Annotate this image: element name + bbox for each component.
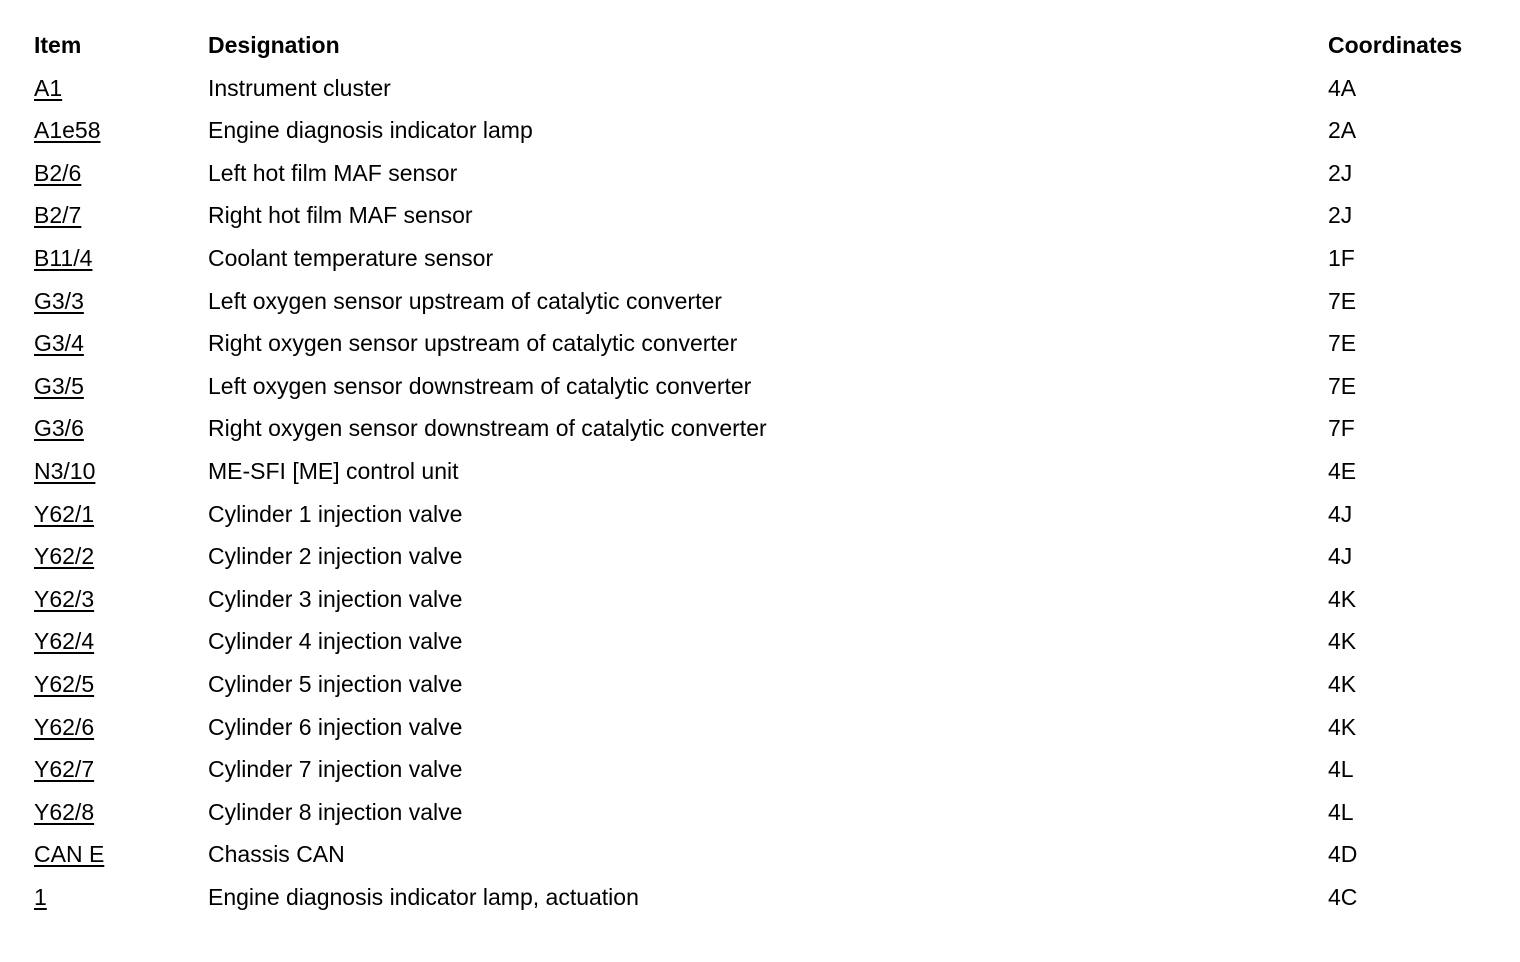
coordinates-text: 7F xyxy=(1328,415,1355,442)
table-row xyxy=(34,194,1494,237)
designation-text: Engine diagnosis indicator lamp, actuation xyxy=(208,883,639,910)
item-link[interactable]: G3/5 xyxy=(34,372,84,399)
item-link[interactable]: Y62/1 xyxy=(34,500,95,527)
table-row xyxy=(34,748,1494,791)
item-link[interactable]: Y62/6 xyxy=(34,713,95,740)
table-row xyxy=(34,663,1494,706)
designation-text: Left oxygen sensor upstream of catalytic converter xyxy=(208,287,722,314)
table-row xyxy=(34,791,1494,834)
coordinates-text: 4L xyxy=(1328,798,1354,825)
coordinates-text: 1F xyxy=(1328,244,1355,271)
item-link[interactable]: G3/3 xyxy=(34,287,84,314)
item-link[interactable]: B11/4 xyxy=(34,244,93,271)
coordinates-text: 4D xyxy=(1328,841,1358,868)
designation-text: Cylinder 4 injection valve xyxy=(208,628,463,655)
item-link[interactable]: Y62/5 xyxy=(34,670,95,697)
item-link[interactable]: Y62/7 xyxy=(34,756,95,783)
designation-text: ME-SFI [ME] control unit xyxy=(208,457,459,484)
coordinates-text: 2A xyxy=(1328,117,1357,144)
item-link[interactable]: G3/4 xyxy=(34,330,84,357)
table-row xyxy=(34,152,1494,195)
coordinates-text: 4K xyxy=(1328,670,1357,697)
designation-text: Cylinder 7 injection valve xyxy=(208,756,463,783)
item-link[interactable]: Y62/2 xyxy=(34,543,95,570)
table-row xyxy=(34,876,1494,919)
coordinates-text: 4K xyxy=(1328,585,1357,612)
coordinates-text: 4A xyxy=(1328,74,1357,101)
coordinates-text: 4J xyxy=(1328,500,1353,527)
designation-text: Left oxygen sensor downstream of catalytic converter xyxy=(208,372,752,399)
designation-text: Right oxygen sensor upstream of catalytic converter xyxy=(208,330,738,357)
designation-text: Cylinder 8 injection valve xyxy=(208,798,463,825)
item-link[interactable]: B2/7 xyxy=(34,202,82,229)
item-link[interactable]: Y62/4 xyxy=(34,628,95,655)
designation-text: Chassis CAN xyxy=(208,841,345,868)
table-row xyxy=(34,67,1494,110)
designation-text: Cylinder 6 injection valve xyxy=(208,713,463,740)
designation-text: Instrument cluster xyxy=(208,74,391,101)
designation-text: Cylinder 5 injection valve xyxy=(208,670,463,697)
table-row xyxy=(34,706,1494,749)
item-link[interactable]: Y62/3 xyxy=(34,585,95,612)
table-row xyxy=(34,322,1494,365)
coordinates-text: 7E xyxy=(1328,330,1357,357)
table-row xyxy=(34,109,1494,152)
designation-text: Left hot film MAF sensor xyxy=(208,159,458,186)
header-designation: Designation xyxy=(208,32,340,58)
table-row xyxy=(34,237,1494,280)
designation-text: Cylinder 3 injection valve xyxy=(208,585,463,612)
item-link[interactable]: CAN E xyxy=(34,841,105,868)
designation-text: Engine diagnosis indicator lamp xyxy=(208,117,533,144)
coordinates-text: 4J xyxy=(1328,543,1353,570)
item-link[interactable]: 1 xyxy=(34,883,47,910)
item-link[interactable]: A1e58 xyxy=(34,117,101,144)
designation-text: Cylinder 2 injection valve xyxy=(208,543,463,570)
designation-text: Coolant temperature sensor xyxy=(208,244,494,271)
coordinates-text: 4K xyxy=(1328,628,1357,655)
table-row xyxy=(34,365,1494,408)
table-row xyxy=(34,407,1494,450)
table-row xyxy=(34,535,1494,578)
coordinates-text: 7E xyxy=(1328,372,1357,399)
coordinates-text: 2J xyxy=(1328,159,1353,186)
coordinates-text: 4C xyxy=(1328,883,1358,910)
designation-text: Cylinder 1 injection valve xyxy=(208,500,463,527)
item-link[interactable]: G3/6 xyxy=(34,415,84,442)
table-row xyxy=(34,493,1494,536)
designation-text: Right oxygen sensor downstream of catalytic converter xyxy=(208,415,767,442)
table-row xyxy=(34,578,1494,621)
coordinates-text: 4L xyxy=(1328,756,1354,783)
item-link[interactable]: N3/10 xyxy=(34,457,96,484)
item-link[interactable]: A1 xyxy=(34,74,63,101)
header-item: Item xyxy=(34,32,82,58)
coordinates-text: 7E xyxy=(1328,287,1357,314)
table-row xyxy=(34,450,1494,493)
table-row xyxy=(34,833,1494,876)
table-row xyxy=(34,620,1494,663)
designation-text: Right hot film MAF sensor xyxy=(208,202,473,229)
coordinates-text: 2J xyxy=(1328,202,1353,229)
item-link[interactable]: B2/6 xyxy=(34,159,82,186)
table-row xyxy=(34,280,1494,323)
header-coordinates: Coordinates xyxy=(1328,32,1463,58)
item-link[interactable]: Y62/8 xyxy=(34,798,95,825)
coordinates-text: 4K xyxy=(1328,713,1357,740)
table-header-row xyxy=(34,24,1494,67)
component-legend-table xyxy=(34,24,1494,918)
coordinates-text: 4E xyxy=(1328,457,1357,484)
